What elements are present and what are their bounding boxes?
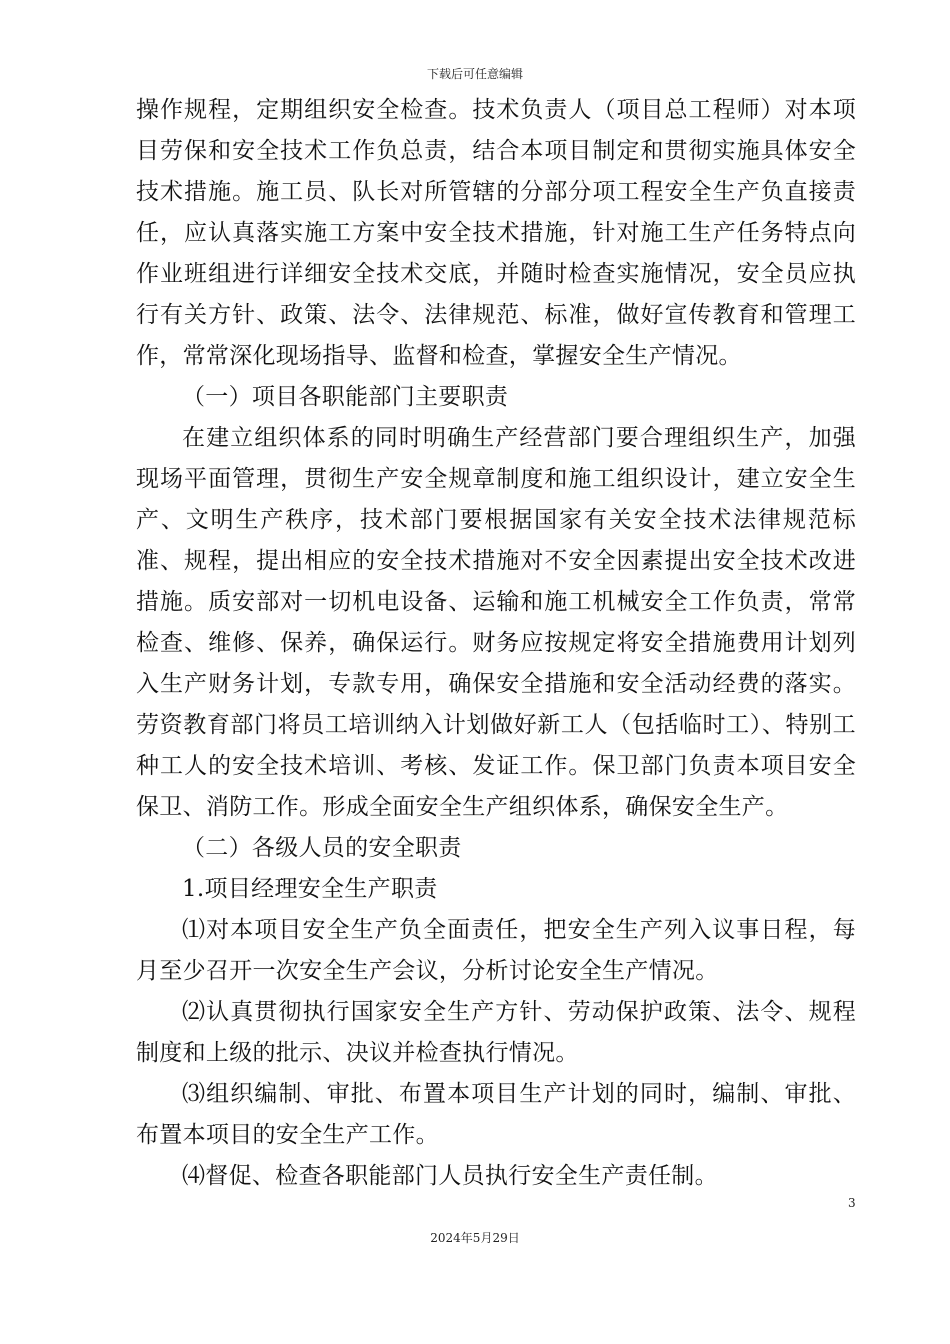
paragraph: 操作规程，定期组织安全检查。技术负责人（项目总工程师）对本项目劳保和安全技术工作负总责，结合本项目制定和贯彻实施具体安全技术措施。施工员、队长对所管辖的分部分项工程安全生产负直接责任，应认真落实施工方案中安全技术措施，针对施工生产任务特点向作业班组进行详细安全技术交底，并随时检查实施情况，安全员应执行有关方针、政策、法令、法律规范、标准，做好宣传教育和管理工作，常常深化现场指导、监督和检查，掌握安全生产情况。 bbox=[136, 97, 856, 369]
section-heading: （二）各级人员的安全职责 bbox=[182, 835, 462, 861]
page-footer-date: 2024年5月29日 bbox=[430, 1231, 520, 1245]
page-header: 下载后可任意编辑 bbox=[426, 67, 523, 81]
subsection-heading: 1.项目经理安全生产职责 bbox=[182, 876, 438, 902]
section-heading: （一）项目各职能部门主要职责 bbox=[182, 384, 509, 410]
list-item: ⑶组织编制、审批、布置本项目生产计划的同时，编制、审批、布置本项目的安全生产工作。 bbox=[136, 1081, 856, 1148]
list-item: ⑴对本项目安全生产负全面责任，把安全生产列入议事日程，每月至少召开一次安全生产会议，分析讨论安全生产情况。 bbox=[136, 917, 856, 984]
paragraph: 在建立组织体系的同时明确生产经营部门要合理组织生产，加强现场平面管理，贯彻生产安全规章制度和施工组织设计，建立安全生产、文明生产秩序，技术部门要根据国家有关安全技术法律规范标准、规程，提出相应的安全技术措施对不安全因素提出安全技术改进措施。质安部对一切机电设备、运输和施工机械安全工作负责，常常检查、维修、保养，确保运行。财务应按规定将安全措施费用计划列入生产财务计划，专款专用，确保安全措施和安全活动经费的落实。劳资教育部门将员工培训纳入计划做好新工人（包括临时工）、特别工种工人的安全技术培训、考核、发证工作。保卫部门负责本项目安全保卫、消防工作。形成全面安全生产组织体系，确保安全生产。 bbox=[136, 425, 856, 820]
list-item: ⑵认真贯彻执行国家安全生产方针、劳动保护政策、法令、规程制度和上级的批示、决议并检查执行情况。 bbox=[136, 999, 856, 1066]
page-number: 3 bbox=[848, 1196, 856, 1210]
document-body bbox=[136, 90, 856, 1197]
list-item: ⑷督促、检查各职能部门人员执行安全生产责任制。 bbox=[182, 1163, 718, 1189]
